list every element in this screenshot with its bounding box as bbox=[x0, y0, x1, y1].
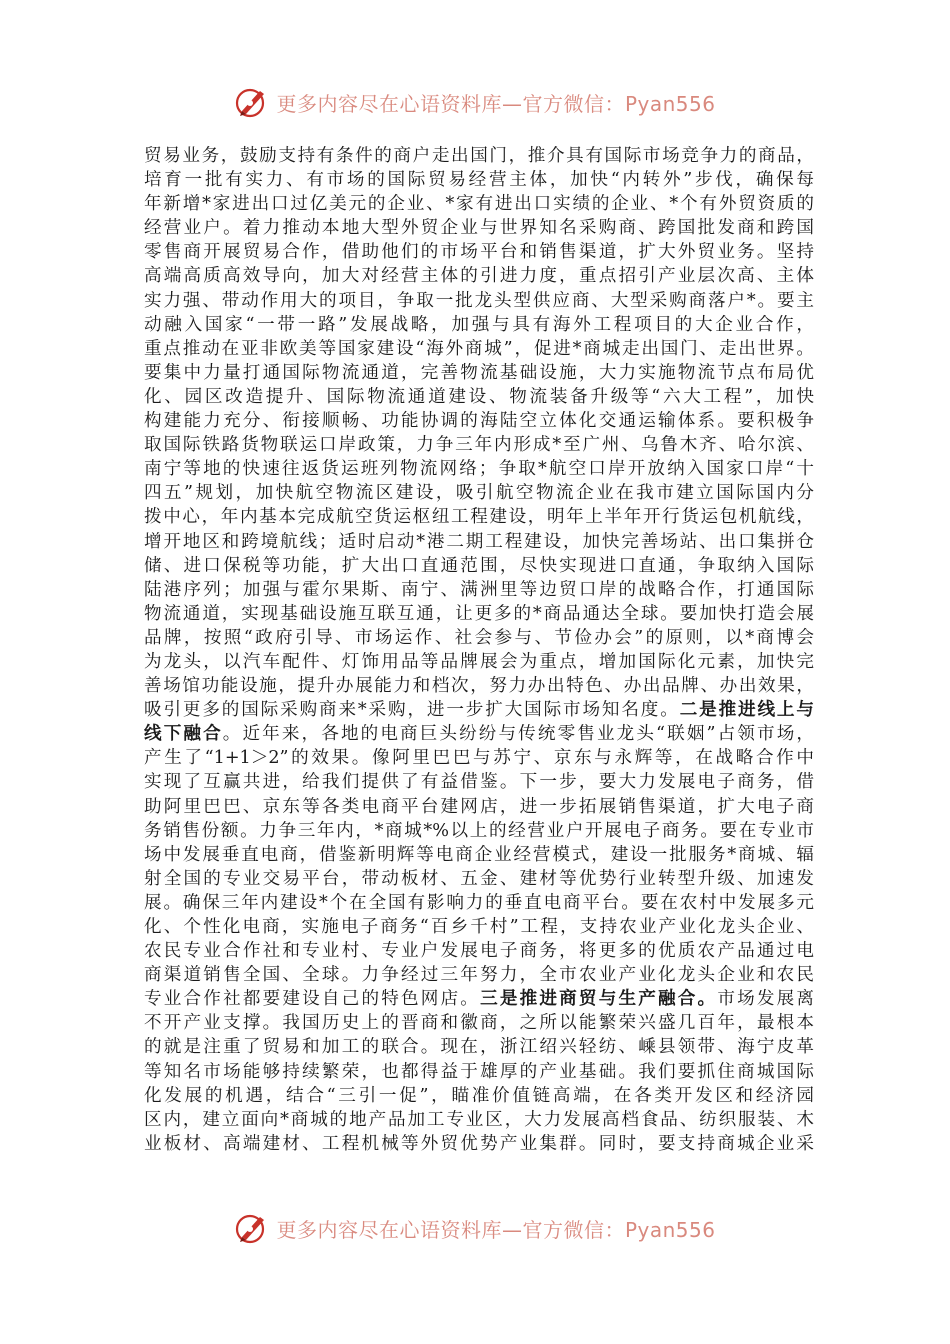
text-line bbox=[144, 385, 814, 409]
header-banner bbox=[0, 82, 950, 122]
text-line bbox=[144, 770, 814, 794]
text-run: 实力强、带动作用大的项目，争取一批龙头型供应商、大型采购商落户*。要主 bbox=[144, 290, 814, 311]
text-run: 专业合作社都要建设自己的特色网店。 bbox=[144, 989, 481, 1010]
text-run: 等知名市场能够持续繁荣，也都得益于雄厚的产业基础。我们要抓住商城国际 bbox=[144, 1061, 814, 1082]
text-run: 动融入国家“一带一路”发展战略，加强与具有海外工程项目的大企业合作， bbox=[144, 314, 814, 335]
text-line bbox=[144, 722, 814, 746]
text-run: 务销售份额。力争三年内，*商城*%以上的经营业户开展电子商务。要在专业市 bbox=[144, 820, 814, 841]
text-line bbox=[144, 915, 814, 939]
text-run: 助阿里巴巴、京东等各类电商平台建网店，进一步拓展销售渠道，扩大电子商 bbox=[144, 796, 814, 817]
text-run: 农民专业合作社和专业村、专业户发展电子商务，将更多的优质农产品通过电 bbox=[144, 941, 814, 962]
text-run: 经营业户。着力推动本地大型外贸企业与世界知名采购商、跨国批发商和跨国 bbox=[144, 218, 814, 239]
text-line bbox=[144, 626, 814, 650]
text-line bbox=[144, 144, 814, 168]
text-run: 南宁等地的快速往返货运班列物流网络；争取*航空口岸开放纳入国家口岸“十 bbox=[144, 459, 814, 480]
text-run: 四五”规划，加快航空物流区建设，吸引航空物流企业在我市建立国际国内分 bbox=[144, 483, 814, 504]
text-run: 的就是注重了贸易和加工的联合。现在，浙江绍兴轻纺、嵊县领带、海宁皮革 bbox=[144, 1037, 814, 1058]
text-line bbox=[144, 433, 814, 457]
bold-heading-text: 线下融合 bbox=[144, 723, 223, 745]
text-line bbox=[144, 337, 814, 361]
text-run: 物流通道，实现基础设施互联互通，让更多的*商品通达全球。要加快打造会展 bbox=[144, 603, 814, 624]
text-line bbox=[144, 264, 814, 288]
text-run: 年新增*家进出口过亿美元的企业、*家有进出口实绩的企业、*个有外贸资质的 bbox=[144, 194, 814, 215]
text-run: 商渠道销售全国、全球。力争经过三年努力，全市农业产业化龙头企业和农民 bbox=[144, 965, 814, 986]
text-line bbox=[144, 795, 814, 819]
text-line bbox=[144, 168, 814, 192]
text-run: 贸易业务，鼓励支持有条件的商户走出国门，推介具有国际市场竞争力的商品， bbox=[144, 146, 814, 166]
text-run: 善场馆功能设施，提升办展能力和档次，努力办出特色、办出品牌、办出效果， bbox=[144, 676, 814, 697]
text-line bbox=[144, 891, 814, 915]
text-run: 高端高质高效导向，加大对经营主体的引进力度，重点招引产业层次高、主体 bbox=[144, 266, 814, 287]
text-line bbox=[144, 530, 814, 554]
footer-banner bbox=[0, 1208, 950, 1248]
text-line bbox=[144, 361, 814, 385]
text-run: 。近年来，各地的电商巨头纷纷与传统零售业龙头“联姻”占领市场， bbox=[222, 724, 814, 745]
text-line bbox=[144, 481, 814, 505]
banner-text: 更多内容尽在心语资料库—官方微信：Pyan556 bbox=[276, 1217, 716, 1242]
banner-text: 更多内容尽在心语资料库—官方微信：Pyan556 bbox=[276, 91, 716, 116]
text-line bbox=[144, 216, 814, 240]
text-line bbox=[144, 602, 814, 626]
text-run: 为龙头，以汽车配件、灯饰用品等品牌展会为重点，增加国际化元素，加快完 bbox=[144, 651, 814, 672]
text-line bbox=[144, 1084, 814, 1108]
text-line bbox=[144, 867, 814, 891]
text-line bbox=[144, 554, 814, 578]
text-line bbox=[144, 987, 814, 1011]
text-run: 重点推动在亚非欧美等国家建设“海外商城”，促进*商城走出国门、走出世界。 bbox=[144, 338, 814, 359]
text-line bbox=[144, 819, 814, 843]
text-line bbox=[144, 1011, 814, 1035]
text-run: 品牌，按照“政府引导、市场运作、社会参与、节俭办会”的原则，以*商博会 bbox=[144, 627, 814, 648]
text-run: 吸引更多的国际采购商来*采购，进一步扩大国际市场知名度。 bbox=[144, 700, 680, 721]
text-line bbox=[144, 1035, 814, 1059]
text-line bbox=[144, 240, 814, 264]
text-run: 化、个性化电商，实施电子商务“百乡千村”工程，支持农业产业化龙头企业、 bbox=[144, 917, 814, 937]
text-line bbox=[144, 409, 814, 433]
text-line bbox=[144, 843, 814, 867]
text-line bbox=[144, 313, 814, 337]
text-line bbox=[144, 939, 814, 963]
pen-logo-icon bbox=[234, 1210, 270, 1246]
text-run: 不开产业支撑。我国历史上的晋商和徽商，之所以能繁荣兴盛几百年，最根本 bbox=[144, 1013, 814, 1034]
text-run: 培育一批有实力、有市场的国际贸易经营主体，加快“内转外”步伐，确保每 bbox=[144, 170, 814, 191]
text-run: 化发展的机遇，结合“三引一促”，瞄准价值链高端，在各类开发区和经济园 bbox=[144, 1085, 814, 1106]
text-run: 产生了“1+1＞2”的效果。像阿里巴巴与苏宁、京东与永辉等，在战略合作中 bbox=[144, 748, 814, 769]
text-run: 市场发展离 bbox=[717, 989, 814, 1010]
text-run: 零售商开展贸易合作，借助他们的市场平台和销售渠道，扩大外贸业务。坚持 bbox=[144, 242, 814, 263]
text-line bbox=[144, 650, 814, 674]
text-line bbox=[144, 1108, 814, 1132]
text-run: 实现了互赢共进，给我们提供了有益借鉴。下一步，要大力发展电子商务，借 bbox=[144, 772, 814, 793]
bold-heading-text: 二是推进线上与 bbox=[679, 699, 814, 721]
document-body bbox=[144, 144, 814, 1156]
text-line bbox=[144, 746, 814, 770]
text-run: 储、进口保税等功能，扩大出口直通范围，尽快实现进口直通，争取纳入国际 bbox=[144, 555, 814, 576]
text-line bbox=[144, 289, 814, 313]
text-line bbox=[144, 1132, 814, 1156]
pen-logo-icon bbox=[234, 84, 270, 120]
text-line bbox=[144, 963, 814, 987]
text-run: 增开地区和跨境航线；适时启动*港二期工程建设，加快完善场站、出口集拼仓 bbox=[144, 531, 814, 552]
text-line bbox=[144, 698, 814, 722]
text-line bbox=[144, 674, 814, 698]
text-line bbox=[144, 1060, 814, 1084]
text-run: 要集中力量打通国际物流通道，完善物流基础设施，大力实施物流节点布局优 bbox=[144, 362, 814, 383]
text-line bbox=[144, 192, 814, 216]
text-run: 展。确保三年内建设*个在全国有影响力的垂直电商平台。要在农村中发展多元 bbox=[144, 892, 814, 913]
text-run: 取国际铁路货物联运口岸政策，力争三年内形成*至广州、乌鲁木齐、哈尔滨、 bbox=[144, 435, 814, 456]
text-run: 区内，建立面向*商城的地产品加工专业区，大力发展高档食品、纺织服装、木 bbox=[144, 1109, 814, 1130]
text-line bbox=[144, 505, 814, 529]
text-run: 拨中心，年内基本完成航空货运枢纽工程建设，明年上半年开行货运包机航线， bbox=[144, 507, 814, 528]
text-line bbox=[144, 578, 814, 602]
text-run: 射全国的专业交易平台，带动板材、五金、建材等优势行业转型升级、加速发 bbox=[144, 868, 814, 889]
text-run: 陆港序列；加强与霍尔果斯、南宁、满洲里等边贸口岸的战略合作，打通国际 bbox=[144, 579, 814, 600]
text-run: 场中发展垂直电商，借鉴新明辉等电商企业经营模式，建设一批服务*商城、辐 bbox=[144, 844, 814, 865]
text-line bbox=[144, 457, 814, 481]
text-run: 业板材、高端建材、工程机械等外贸优势产业集群。同时，要支持商城企业采 bbox=[144, 1133, 814, 1154]
bold-heading-text: 三是推进商贸与生产融合。 bbox=[480, 988, 718, 1010]
text-run: 构建能力充分、衔接顺畅、功能协调的海陆空立体化交通运输体系。要积极争 bbox=[144, 411, 814, 432]
text-run: 化、园区改造提升、国际物流通道建设、物流装备升级等“六大工程”，加快 bbox=[144, 386, 814, 407]
